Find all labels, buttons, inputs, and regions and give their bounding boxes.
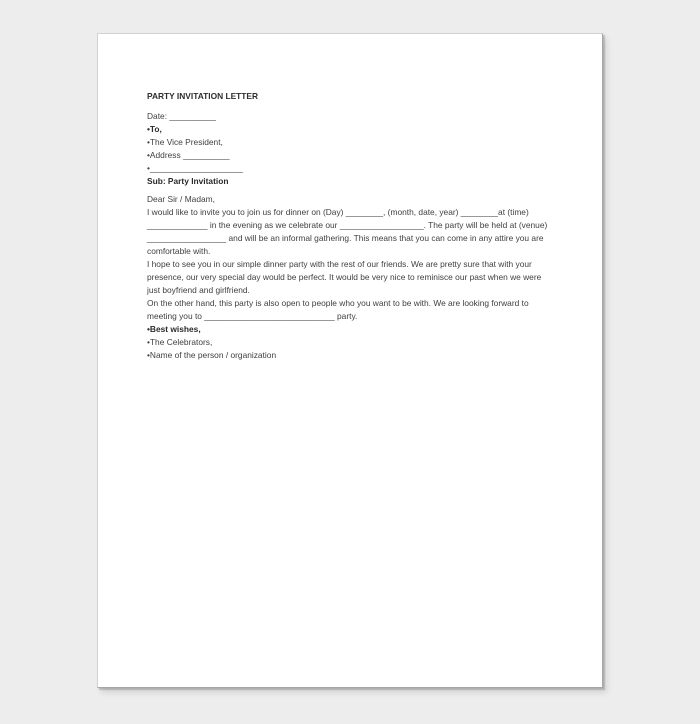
letter-line: meeting you to ____________________________ party.	[147, 311, 358, 321]
letter-line: I would like to invite you to join us for dinner on (Day) ________, (month, date, year) ________at (time)	[147, 207, 529, 217]
letter-line: _____________ in the evening as we celebrate our __________________. The party will be held at (venue)	[147, 220, 548, 230]
letter-line: •Best wishes,	[147, 324, 201, 334]
letter-line: •Name of the person / organization	[147, 350, 277, 360]
letter-closing-block	[147, 323, 556, 362]
letter-content	[98, 34, 602, 362]
letter-salutation: Dear Sir / Madam,	[147, 194, 215, 204]
letter-line: comfortable with.	[147, 246, 211, 256]
letter-line: just boyfriend and girlfriend.	[147, 285, 250, 295]
letter-line: Sub: Party Invitation	[147, 176, 229, 186]
letter-line: •The Vice President,	[147, 137, 223, 147]
letter-body-block	[147, 206, 556, 323]
letter-line: •____________________	[147, 163, 244, 173]
letter-page	[97, 33, 603, 688]
letter-title: PARTY INVITATION LETTER	[147, 91, 259, 101]
letter-line: •The Celebrators,	[147, 337, 213, 347]
letter-line: I hope to see you in our simple dinner party with the rest of our friends. We are pretty sure that with your	[147, 259, 532, 269]
letter-line: On the other hand, this party is also open to people who you want to be with. We are looking forward to	[147, 298, 529, 308]
letter-header-block	[147, 110, 556, 188]
letter-line: presence, our very special day would be perfect. It would be very nice to reminisce our past when we were	[147, 272, 542, 282]
letter-line: •Address __________	[147, 150, 230, 160]
letter-line: Date: __________	[147, 111, 216, 121]
letter-line: •To,	[147, 124, 162, 134]
letter-line: _________________ and will be an informal gathering. This means that you can come in any attire you are	[147, 233, 544, 243]
